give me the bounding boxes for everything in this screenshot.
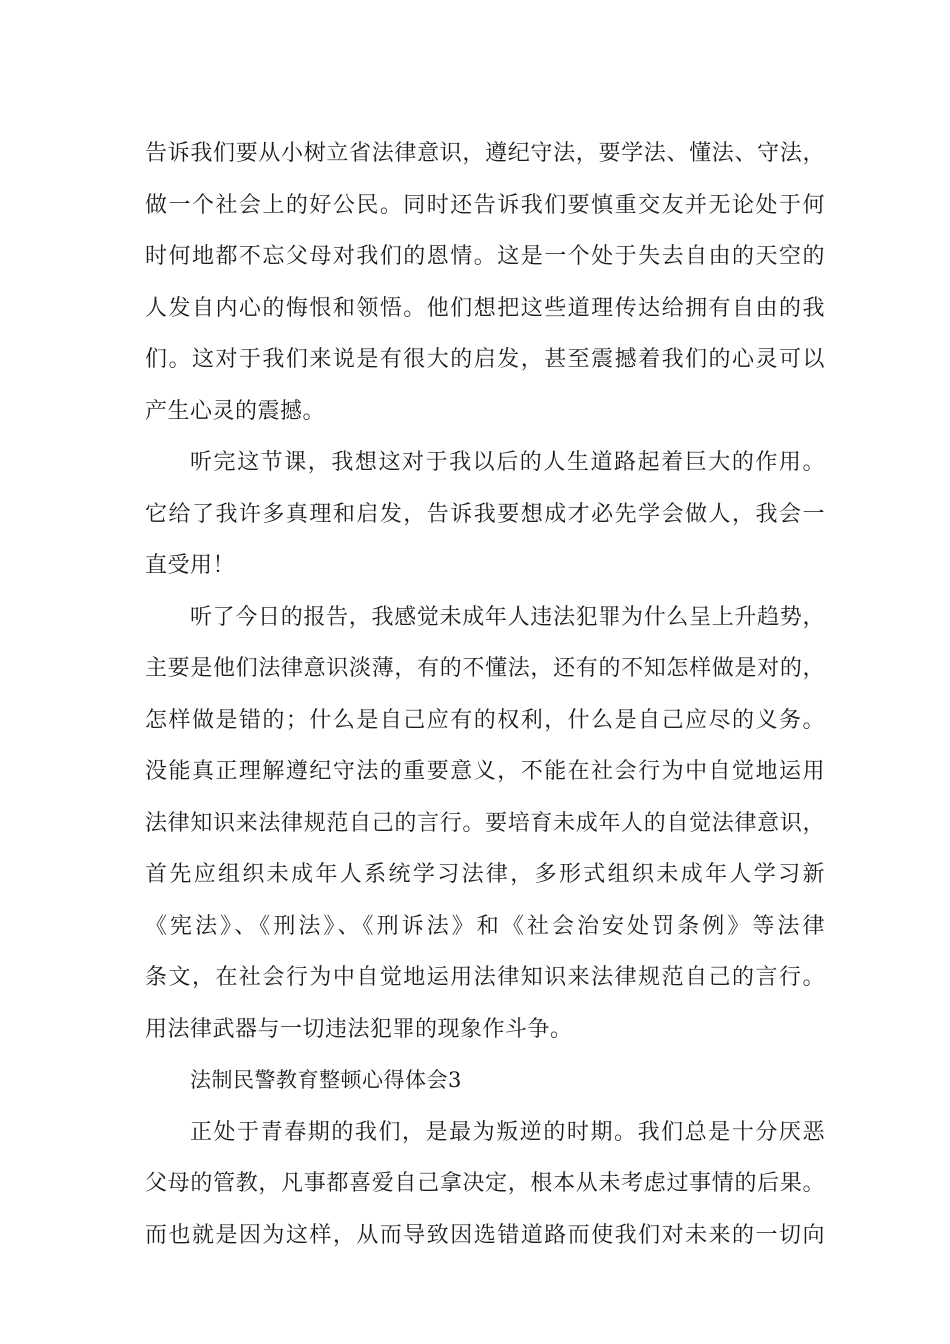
text-line: 人发自内心的悔恨和领悟。他们想把这些道理传达给拥有自由的我 [145,295,825,321]
text-line: 听了今日的报告，我感觉未成年人违法犯罪为什么呈上升趋势， [190,604,825,630]
text-line: 没能真正理解遵纪守法的重要意义，不能在社会行为中自觉地运用 [145,759,825,784]
text-line: 法律知识来法律规范自己的言行。要培育未成年人的自觉法律意识， [145,810,825,836]
text-line: 而也就是因为这样，从而导致因选错道路而使我们对未来的一切向 [145,1222,825,1248]
paragraph [145,437,825,592]
text-line: 产生心灵的震撼。 [145,398,326,424]
paragraph [145,592,825,1056]
text-line: 时何地都不忘父母对我们的恩情。这是一个处于失去自由的天空的 [145,244,825,269]
text-line: 首先应组织未成年人系统学习法律，多形式组织未成年人学习新 [145,862,825,887]
text-line: 用法律武器与一切违法犯罪的现象作斗争。 [145,1016,573,1042]
text-line: 听完这节课，我想这对于我以后的人生道路起着巨大的作用。 [190,450,825,475]
document-body [145,128,825,1261]
text-line: 正处于青春期的我们，是最为叛逆的时期。我们总是十分厌恶 [190,1119,825,1145]
text-line: 们。这对于我们来说是有很大的启发，甚至震撼着我们的心灵可以 [145,347,825,372]
text-line: 直受用！ [145,553,236,578]
text-line: 条文，在社会行为中自觉地运用法律知识来法律规范自己的言行。 [145,965,825,990]
text-line: 它给了我许多真理和启发，告诉我要想成才必先学会做人，我会一 [145,501,825,527]
paragraph [145,128,825,437]
text-line: 《宪法》、《刑法》、《刑诉法》和《社会治安处罚条例》等法律 [145,913,825,939]
text-line: 告诉我们要从小树立省法律意识，遵纪守法，要学法、懂法、守法， [145,141,825,166]
text-line: 主要是他们法律意识淡薄，有的不懂法，还有的不知怎样做是对的， [145,656,825,681]
text-line: 做一个社会上的好公民。同时还告诉我们要慎重交友并无论处于何 [145,192,825,218]
section-heading: 法制民警教育整顿心得体会3 [190,1068,462,1092]
text-line: 怎样做是错的；什么是自己应有的权利，什么是自己应尽的义务。 [145,707,825,733]
paragraph [145,1107,825,1262]
text-line: 父母的管教，凡事都喜爱自己拿决定，根本从未考虑过事情的后果。 [145,1171,825,1196]
